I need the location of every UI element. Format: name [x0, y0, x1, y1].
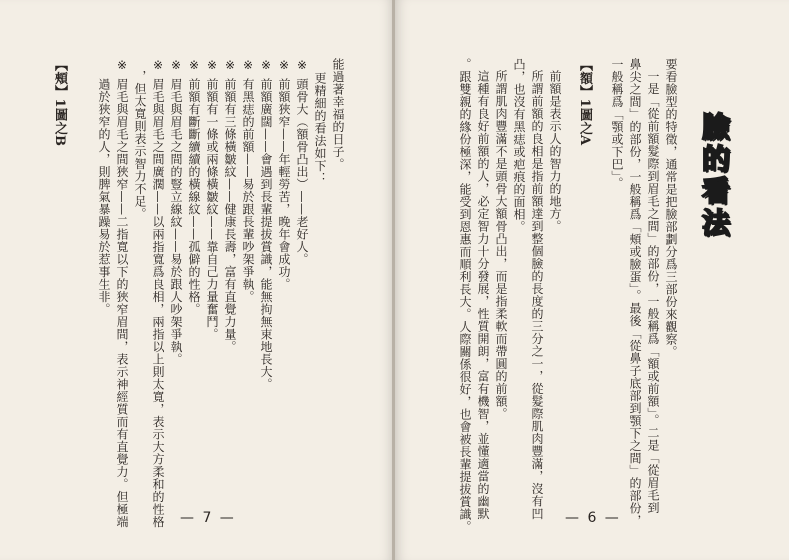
text-line: 前額有三條橫皺紋——健康長壽，富有直覺力量。 — [223, 78, 237, 353]
bullet-mark: ※ — [259, 58, 273, 73]
left-page — [0, 0, 394, 560]
figure-label-b: 【頰】1圖之B — [52, 58, 67, 147]
text-line: 前額有一條或兩條橫皺紋——靠自己力量奮鬥。 — [205, 78, 219, 341]
text-line: 所謂前額的良相是指前額達到整個臉的長度的三分之一，從髮際肌肉豐滿，沒有凹 — [530, 70, 544, 520]
bullet-mark: ※ — [187, 58, 201, 73]
bullet-mark: ※ — [223, 58, 237, 73]
page-number: — 7 — — [180, 510, 236, 526]
right-page — [395, 0, 789, 560]
text-line: 眉毛與眉毛之間狹窄——二指寬以下的狹窄眉間，表示神經質而有直覺力。但極端 — [115, 78, 129, 528]
text-line: 凸，也沒有黑痣或疤痕的面相。 — [512, 58, 526, 233]
text-line: 前額狹窄——年輕勞苦，晚年會成功。 — [277, 78, 291, 291]
bullet-mark: ※ — [277, 58, 291, 73]
text-line: 有黑痣的前額——易於跟長輩吵架爭執。 — [241, 78, 255, 303]
text-line: 更精細的看法如下： — [313, 72, 327, 185]
bullet-mark: ※ — [115, 58, 129, 73]
text-line: ，但太寬則表示智力不足。 — [133, 70, 147, 220]
bullet-mark: ※ — [205, 58, 219, 73]
text-line: 過於狹窄的人，則脾氣暴躁易於惹事生非。 — [97, 78, 111, 316]
text-line: 一是「從前額髮際到眉毛之間」的部份，一般稱爲「額或前額」。二是「從眉毛到 — [646, 70, 660, 514]
text-line: 這種有良好前額的人，必定智力十分發展，性質開朗，富有機智，並懂適當的幽默 — [476, 70, 490, 520]
text-line: 前額是表示人的智力的地方。 — [548, 70, 562, 233]
text-line: 一般稱爲「顎或下巴」。 — [610, 58, 624, 190]
bullet-mark: ※ — [151, 58, 165, 73]
page-title: 臉的看法 — [698, 112, 731, 240]
text-line: 眉毛與眉毛之間廣濶——以兩指寬爲良相，兩指以上則太寬，表示大方柔和的性格 — [151, 78, 165, 528]
text-line: 前額有斷斷續續的橫線紋——孤僻的性格。 — [187, 78, 201, 316]
text-line: 鼻尖之間」的部份，一般稱爲「頰或臉蛋」。最後「從鼻子底部到顎下之間」的部份， — [628, 58, 642, 527]
text-line: 所謂肌肉豐滿不是頭骨大額骨凸出，而是指柔軟而帶圓的前額。 — [494, 70, 508, 420]
figure-label-a: 【額】1圖之A — [577, 58, 592, 146]
text-line: 前額廣闊——會遇到長輩提拔賞識，能無拘無束地長大。 — [259, 78, 273, 391]
bullet-mark: ※ — [241, 58, 255, 73]
text-line: 頭骨大（額骨凸出）——老好人。 — [295, 78, 309, 266]
text-line: 能過著幸福的日子。 — [331, 58, 345, 171]
text-line: 。跟雙親的緣份極深，能受到恩惠而順利長大。人際關係很好，也會被長輩提拔賞識。 — [458, 58, 472, 533]
page-number: — 6 — — [565, 510, 621, 526]
text-line: 眉毛與眉毛之間的豎立線紋——易於跟人吵架爭執。 — [169, 78, 183, 366]
bullet-mark: ※ — [169, 58, 183, 73]
text-line: 要看臉型的特徵，通常是把臉部劃分爲三部份來觀察。 — [664, 58, 678, 358]
bullet-mark: ※ — [295, 58, 309, 73]
